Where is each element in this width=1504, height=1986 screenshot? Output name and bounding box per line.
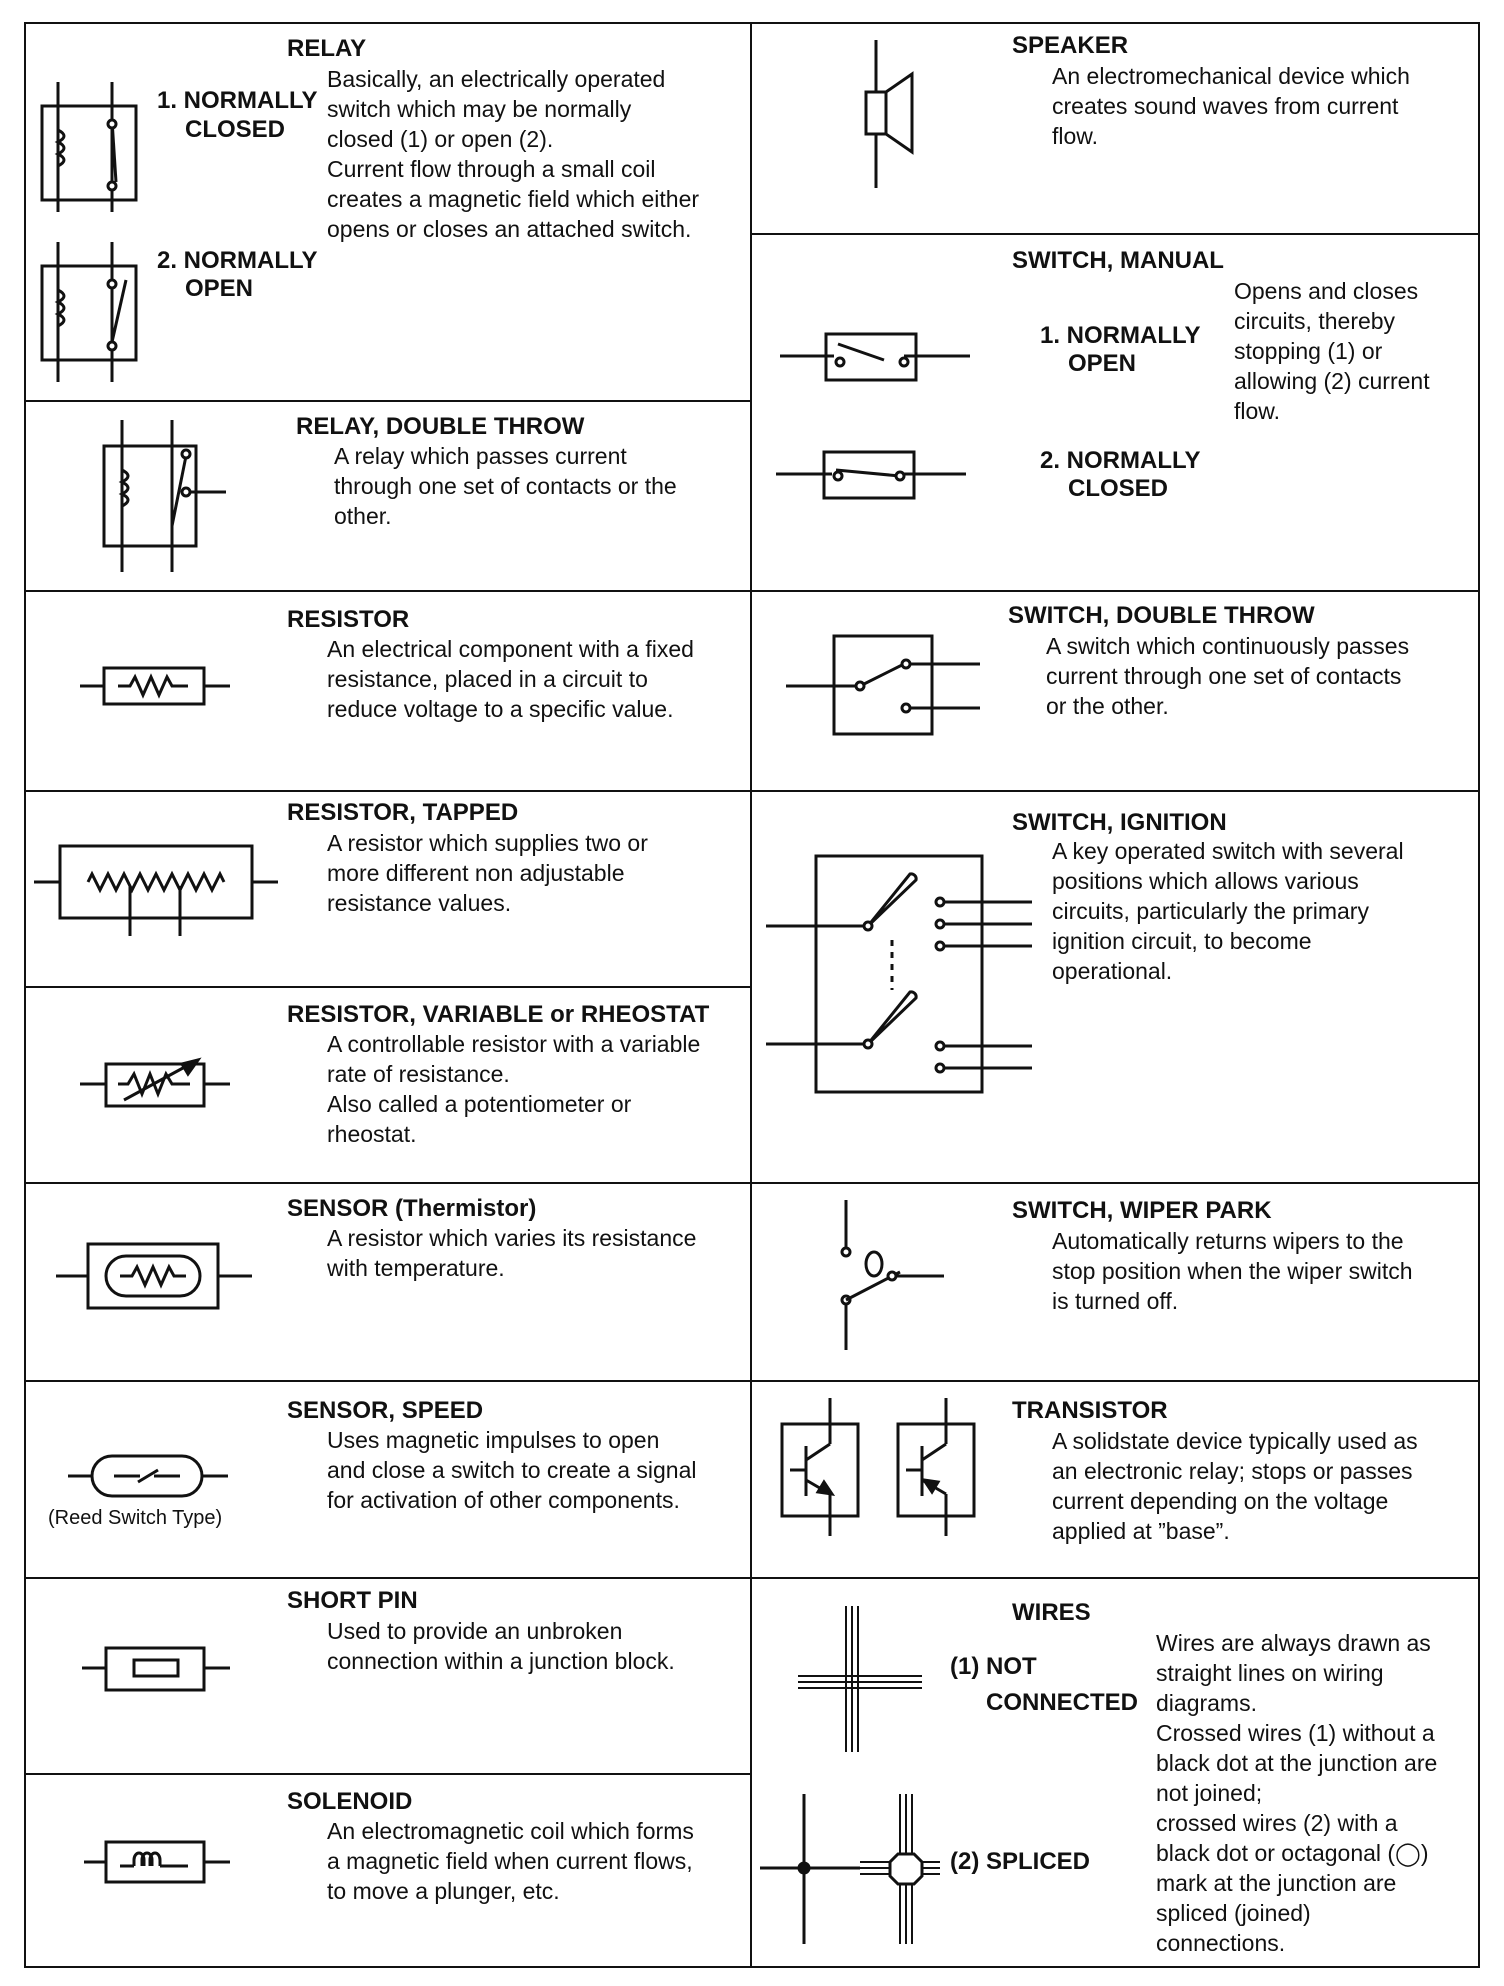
reed-switch-caption: (Reed Switch Type): [48, 1507, 223, 1529]
row-divider: [750, 233, 1480, 235]
entry-title: SENSOR, SPEED: [287, 1397, 484, 1424]
thermistor-icon: [56, 1238, 252, 1318]
resistor-tapped-description: A resistor which supplies two or more different non adjustable resistance values.: [327, 830, 648, 916]
relay-label-1-line-1: 1. NORMALLY: [157, 87, 318, 114]
speaker-description: An electromechanical device which creates sound waves from current flow.: [1052, 63, 1410, 149]
wires-label-1-line-1: (1) NOT: [950, 1653, 1037, 1680]
resistor-icon: [80, 660, 230, 710]
wires-label-2: (2) SPLICED: [950, 1848, 1091, 1875]
entry-title: SOLENOID: [287, 1788, 413, 1815]
relay-description: Basically, an electrically operated switch which may be normally closed (1) or open (2). Current flow through a small coil creates a magnetic field which either opens or closes an attached switch.: [327, 66, 700, 242]
resistor-tapped-icon: [34, 838, 278, 936]
row-divider: [24, 1380, 752, 1382]
resistor-variable-description: A controllable resistor with a variable rate of resistance. Also called a potentiometer or rheostat.: [327, 1031, 701, 1147]
variable-resistor-icon: [80, 1052, 230, 1112]
row-divider: [750, 1182, 1480, 1184]
row-divider: [24, 790, 752, 792]
entry-title: TRANSISTOR: [1012, 1397, 1168, 1424]
relay-double-throw-icon: [94, 420, 234, 580]
row-divider: [750, 790, 1480, 792]
switch-manual-label-1-line-1: 1. NORMALLY: [1040, 322, 1201, 349]
entry-title: RESISTOR: [287, 606, 410, 633]
row-divider: [750, 1577, 1480, 1579]
transistor-pnp-icon: [896, 1398, 986, 1536]
entry-title: SWITCH, WIPER PARK: [1012, 1197, 1272, 1224]
entry-title: SWITCH, DOUBLE THROW: [1008, 602, 1315, 629]
switch-normally-closed-icon: [776, 448, 966, 504]
sensor-speed-description: Uses magnetic impulses to open and close a switch to create a signal for activation of other components.: [327, 1427, 697, 1513]
switch-normally-open-icon: [780, 328, 970, 384]
relay-double-throw-description: A relay which passes current through one set of contacts or the other.: [334, 443, 677, 529]
relay-normally-open-icon: [36, 242, 146, 382]
row-divider: [750, 590, 1480, 592]
entry-title: WIRES: [1012, 1599, 1091, 1626]
entry-title: RESISTOR, VARIABLE or RHEOSTAT: [287, 1001, 710, 1028]
relay-normally-closed-icon: [36, 82, 146, 212]
relay-label-1-line-2: CLOSED: [185, 116, 286, 143]
reed-switch-icon: [68, 1448, 228, 1504]
resistor-description: An electrical component with a fixed resistance, placed in a circuit to reduce voltage to a specific value.: [327, 636, 694, 722]
short-pin-description: Used to provide an unbroken connection within a junction block.: [327, 1618, 675, 1674]
entry-title: SHORT PIN: [287, 1587, 418, 1614]
short-pin-icon: [82, 1640, 230, 1696]
relay-label-2-line-2: OPEN: [185, 275, 254, 302]
sensor-thermistor-description: A resistor which varies its resistance with temperature.: [327, 1225, 697, 1281]
column-divider: [750, 22, 752, 1968]
switch-manual-description: Opens and closes circuits, thereby stopping (1) or allowing (2) current flow.: [1234, 278, 1430, 424]
speaker-icon: [860, 40, 920, 188]
entry-title: SENSOR (Thermistor): [287, 1195, 537, 1222]
transistor-npn-icon: [780, 1398, 870, 1536]
switch-wiper-park-description: Automatically returns wipers to the stop position when the wiper switch is turned off.: [1052, 1228, 1413, 1314]
relay-label-2-line-1: 2. NORMALLY: [157, 247, 318, 274]
wires-description: Wires are always drawn as straight lines on wiring diagrams. Crossed wires (1) without a black dot at the junction are not joined; crossed wires (2) with a black dot or octagonal (◯) mark at the junction are spliced (joined) connections.: [1156, 1630, 1438, 1956]
row-divider: [24, 400, 752, 402]
entry-title: SWITCH, IGNITION: [1012, 809, 1227, 836]
row-divider: [24, 1773, 752, 1775]
ignition-switch-icon: [766, 850, 1032, 1100]
solenoid-description: An electromagnetic coil which forms a magnetic field when current flows, to move a plunger, etc.: [327, 1818, 694, 1904]
row-divider: [24, 1182, 752, 1184]
entry-title: RELAY: [287, 35, 367, 62]
entry-title: SPEAKER: [1012, 32, 1129, 59]
entry-title: RELAY, DOUBLE THROW: [296, 413, 585, 440]
switch-manual-label-1-line-2: OPEN: [1068, 350, 1137, 377]
entry-title: RESISTOR, TAPPED: [287, 799, 519, 826]
row-divider: [24, 1577, 752, 1579]
row-divider: [750, 1380, 1480, 1382]
row-divider: [24, 986, 752, 988]
row-divider: [24, 590, 752, 592]
switch-double-throw-icon: [786, 630, 980, 740]
switch-double-throw-description: A switch which continuously passes current through one set of contacts or the other.: [1046, 633, 1410, 719]
wires-not-connected-icon: [798, 1606, 922, 1752]
solenoid-icon: [84, 1836, 230, 1888]
wires-label-1-line-2: CONNECTED: [986, 1689, 1139, 1716]
switch-ignition-description: A key operated switch with several positions which allows various circuits, particularly the primary ignition circuit, to become operational.: [1052, 838, 1404, 984]
switch-manual-label-2-line-2: CLOSED: [1068, 475, 1169, 502]
transistor-description: A solidstate device typically used as an electronic relay; stops or passes current depending on the voltage applied at ”base”.: [1052, 1428, 1418, 1544]
entry-title: SWITCH, MANUAL: [1012, 247, 1224, 274]
wires-spliced-icon: [760, 1794, 940, 1944]
wiper-park-switch-icon: [820, 1200, 950, 1350]
switch-manual-label-2-line-1: 2. NORMALLY: [1040, 447, 1201, 474]
